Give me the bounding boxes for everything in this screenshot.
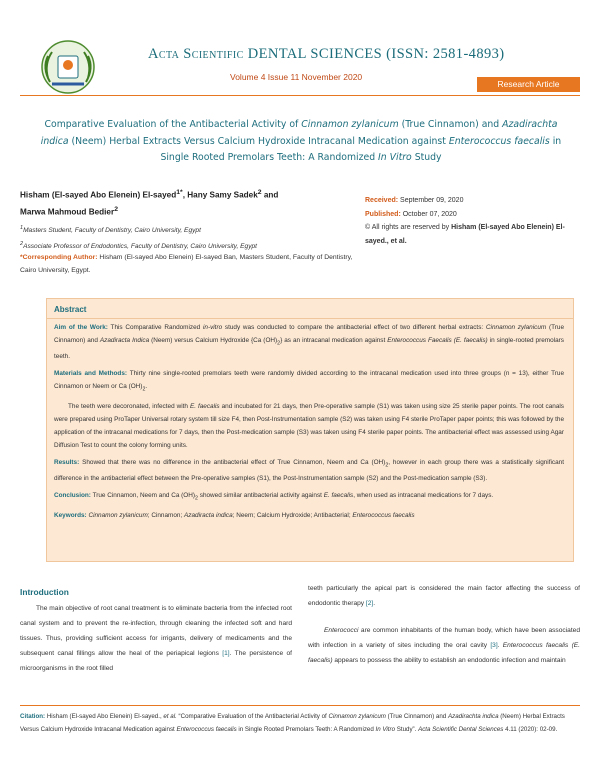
- abstract-procedure: The teeth were decoronated, infected with E. faecalis and incubated for 21 days, then Pre-operative sample (S1) was taken using size 25 sterile paper points. The root canals were prepared using ProTaper Universal rotary system till size F4, then Post-Instrumentation sample (S2) was taken using F4 sterile ProTaper paper points; this was followed by the application of the intracanal medications for 7 days, then the Post-medication sample (S3) was taken using F4 sterile paper points. The antibacterial effect was assessed using Agar Diffusion Test to count the colony forming units.: [54, 403, 564, 450]
- copyright-line: © All rights are reserved by Hisham (El-sayed Abo Elenein) El-sayed., et al.: [365, 224, 565, 245]
- footer-divider: [20, 705, 580, 706]
- introduction-heading: Introduction: [20, 587, 69, 597]
- intro-column-right: [308, 582, 580, 669]
- abstract-keywords: Keywords: Cinnamon zylanicum; Cinnamon; Azadiracta indica; Neem; Calcium Hydroxide; Antibacterial; Enterococcus faecalis: [54, 511, 415, 519]
- journal-name: Acta Scientific DENTAL SCIENCES (ISSN: 2581-4893): [148, 46, 505, 62]
- author-list: Hisham (El-sayed Abo Elenein) El-sayed$^{1*}$, Hany Samy Sadek$^2$ and Marwa Mahmoud Bedier$^2$: [20, 189, 279, 217]
- affiliations: [20, 222, 350, 253]
- abstract-conclusion: Conclusion: True Cinnamon, Neem and Ca $(OH)_2$ showed similar antibacterial activity against E. faecalis, when used as intracanal medications for 7 days.: [54, 491, 494, 502]
- intro-paragraph-2: Enterococci are common inhabitants of the human body, which have been associated with infection in a variety of sites including the oral cavity [3]. Enterococcus faecalis (E. faecalis) appears to possess the ability to establish an endodontic infection and maintain: [308, 626, 580, 664]
- abstract-body: [54, 321, 564, 525]
- published-date: Published: October 07, 2020: [365, 210, 457, 218]
- intro-paragraph-1: The main objective of root canal treatment is to eliminate bacteria from the infected root canal system and to prevent the re-infection, through cleaning the infected soft and hard tissues. Thus, providing sufficient access for irrigants, delivery of medicaments and the subsequent canal fillings allow the heal of the periapical legions [1]. The persistence of microorganisms in the root filled: [20, 605, 292, 672]
- affiliation-2: $^2$Associate Professor of Endodontics, Faculty of Dentistry, Cairo University, Egypt: [20, 240, 257, 250]
- received-date: Received: September 09, 2020: [365, 197, 464, 204]
- header-divider: [20, 95, 580, 96]
- intro-paragraph-1-cont: teeth particularly the apical part is considered the main factor affecting the success of endodontic therapy [2].: [308, 585, 580, 607]
- abstract-divider: [46, 318, 574, 319]
- corresponding-author: *Corresponding Author: Hisham (El-sayed Abo Elenein) El-sayed Ban, Masters Student, Faculty of Dentistry, Cairo University, Egypt.: [20, 254, 353, 274]
- reference-link-3[interactable]: [3]: [490, 641, 498, 649]
- reference-link-1[interactable]: [1]: [222, 649, 230, 657]
- citation-footer: Citation: Hisham (El-sayed Abo Elenein) El-sayed., et al. “Comparative Evaluation of the Antibacterial Activity of Cinnamon zylanicum (True Cinnamon) and Azadirachta indica (Neem) Herbal Extracts Versus Calcium Hydroxide Intracanal Medication against Enterococcus faecalis in Single Rooted Premolars Teeth: A Randomized In Vitro Study”. Acta Scientific Dental Sciences 4.11 (2020): 02-09.: [20, 713, 565, 733]
- affiliation-1: $^1$Masters Student, Faculty of Dentistry, Cairo University, Egypt: [20, 225, 201, 235]
- abstract-aim: Aim of the Work: This Comparative Randomized in-vitro study was conducted to compare the antibacterial effect of two different herbal extracts: Cinnamon zylanicum (True Cinnamon) and Azadiracta Indica (Neem) versus Calcium Hydroxide {Ca $(OH)_2$} as an intracanal medication against Enterococcus Faecalis (E. faecalis) in single-rooted premolars teeth.: [54, 324, 564, 361]
- abstract-heading: Abstract: [54, 305, 87, 314]
- journal-logo: [38, 38, 98, 96]
- article-dates: [365, 194, 580, 248]
- article-type-badge: Research Article: [477, 77, 580, 92]
- article-title: Comparative Evaluation of the Antibacterial Activity of Cinnamon zylanicum (True Cinnamon) and Azadirachta indica (Neem) Herbal Extracts Versus Calcium Hydroxide Intracanal Medication against Enterococcus faecalis in Single Rooted Premolars Teeth: A Randomized In Vitro Study: [40, 119, 562, 164]
- issue-line: Volume 4 Issue 11 November 2020: [230, 72, 363, 82]
- reference-link-2[interactable]: [2]: [365, 599, 374, 607]
- abstract-results: Results: Showed that there was no difference in the antibacterial effect of True Cinnamon, Neem and Ca $(OH)_2$, however in each group there was a statistically significant difference in the antibacterial effect between the Pre-operative samples (S1), the Post-Instrumentation sample (S2) and the Post-medication sample (S3).: [54, 458, 565, 483]
- intro-column-left: [20, 602, 292, 677]
- abstract-methods: Materials and Methods: Thirty nine single-rooted premolars teeth were randomly divided according to the intracanal medication used into three groups (n = 13), either True Cinnamon or Neem or Ca $(OH)_2$.: [54, 370, 564, 393]
